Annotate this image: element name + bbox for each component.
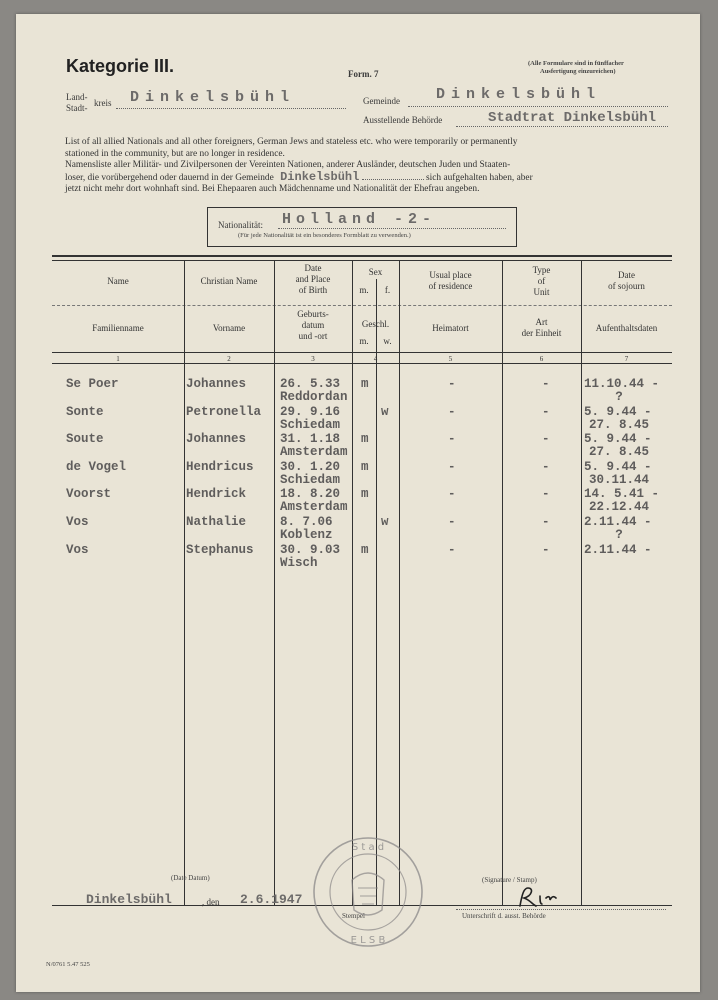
row-sex: w: [381, 515, 389, 529]
col-sojourn-de: Aufenthaltsdaten: [595, 323, 658, 333]
row-birth-place: Koblenz: [280, 528, 333, 542]
intro-de-line3: jetzt nicht mehr dort wohnhaft sind. Bei Ehepaaren auch Mädchenname und Nationalität der Ehefrau angeben.: [65, 184, 480, 194]
row-first-name: Stephanus: [186, 543, 254, 557]
row-sex: m: [361, 543, 369, 557]
col-sex-en: Sex: [368, 267, 383, 277]
intro-de-line2-community: Dinkelsbühl: [280, 169, 360, 184]
col-number-2: 2: [227, 355, 231, 363]
col-number-5: 5: [448, 355, 453, 363]
col-sex-de-m: m.: [359, 336, 369, 346]
row-sojourn-date-end: 27. 8.45: [588, 418, 649, 432]
table-top-rule-thin: [52, 260, 672, 261]
col-unit-de: [502, 317, 581, 339]
form-number: Form. 7: [348, 69, 379, 79]
nationality-box: [207, 207, 517, 247]
row-birth-place: Reddordan: [280, 390, 348, 404]
row-unit: -: [542, 377, 550, 391]
form-code: N/0761 5.47 525: [46, 961, 90, 968]
row-unit: -: [542, 515, 550, 529]
col-birth-de-2: datum: [301, 320, 325, 330]
footer-place: Dinkelsbühl: [86, 892, 172, 907]
row-first-name: Hendrick: [186, 487, 247, 501]
gemeinde-value: Dinkelsbühl: [436, 86, 602, 103]
category-title: Kategorie III.: [66, 56, 175, 76]
col-name-de: Familienname: [92, 323, 144, 333]
col-residence-en-1: Usual place: [429, 270, 472, 280]
row-sojourn-date: 5. 9.44 -: [584, 405, 652, 419]
signature-icon: [514, 882, 564, 912]
col-christian-de: Vorname: [212, 323, 246, 333]
signature-line: [456, 909, 666, 910]
col-name-en: Name: [107, 276, 129, 286]
col-sojourn-en-1: Date: [618, 270, 635, 280]
footer-date: 2.6.1947: [240, 892, 303, 907]
row-sojourn-date-end: 27. 8.45: [588, 445, 649, 459]
behoerde-underline: [456, 126, 668, 127]
row-birth-place: Amsterdam: [280, 445, 348, 459]
col-number-6: 6: [539, 355, 544, 363]
col-sex-de: Geschl.: [361, 319, 390, 329]
nationality-underline: [278, 228, 506, 229]
stamp-label: Stempel: [342, 912, 365, 920]
col-residence-en: [399, 270, 502, 292]
row-first-name: Hendricus: [186, 460, 254, 474]
col-christian-en: Christian Name: [200, 276, 258, 286]
col-birth-en-3: of Birth: [298, 285, 328, 295]
behoerde-label: Ausstellende Behörde: [363, 115, 443, 125]
land-label: Land-: [66, 92, 88, 102]
intro-text: [65, 137, 669, 196]
table-top-rule: [52, 255, 672, 257]
gemeinde-underline: [408, 106, 668, 107]
row-surname: Sonte: [66, 405, 104, 419]
header-divider: [52, 305, 672, 306]
intro-de-line2-end: sich aufgehalten haben, aber: [426, 172, 533, 183]
row-unit: -: [542, 432, 550, 446]
nationality-note: (Für jede Nationalität ist ein besonderes Formblatt zu verwenden.): [238, 232, 411, 239]
col-sex-m: m.: [359, 285, 369, 295]
col-unit-en-2: of: [537, 276, 546, 286]
col-birth-en-2: and Place: [295, 274, 331, 284]
row-first-name: Johannes: [186, 377, 247, 391]
row-unit: -: [542, 543, 550, 557]
col-unit-en-1: Type: [532, 265, 551, 275]
col-sojourn-en-2: of sojourn: [608, 281, 645, 291]
row-sojourn-date-end: 30.11.44: [588, 473, 649, 487]
row-unit: -: [542, 487, 550, 501]
col-number-1: 1: [116, 355, 120, 363]
row-birth-date: 26. 5.33: [280, 377, 341, 391]
row-sojourn-date: 5. 9.44 -: [584, 460, 652, 474]
stadt-label: Stadt-: [66, 103, 88, 113]
intro-en-line2: stationed in the community, but are no longer in residence.: [65, 148, 285, 159]
col-unit-en-3: Unit: [533, 287, 550, 297]
intro-de-line2: [65, 169, 669, 185]
svg-text:S t a d: S t a d: [351, 842, 385, 853]
row-sojourn-date: 2.11.44 -: [584, 515, 652, 529]
row-residence: -: [448, 377, 456, 391]
row-first-name: Nathalie: [186, 515, 247, 529]
row-residence: -: [448, 487, 456, 501]
gemeinde-label: Gemeinde: [363, 96, 400, 106]
footer-den: , den: [202, 897, 220, 907]
row-first-name: Johannes: [186, 432, 247, 446]
intro-de-line2-start: loser, die vorübergehend oder dauernd in der Gemeinde: [65, 172, 274, 183]
row-surname: Se Poer: [66, 377, 119, 391]
document-page: [16, 14, 700, 992]
row-sojourn-date: 5. 9.44 -: [584, 432, 652, 446]
row-surname: Voorst: [66, 487, 112, 501]
row-residence: -: [448, 543, 456, 557]
col-birth-en-1: Date: [304, 263, 322, 273]
row-birth-place: Schiedam: [280, 418, 341, 432]
col-number-7: 7: [624, 355, 629, 363]
row-unit: -: [542, 405, 550, 419]
col-birth-en: [274, 263, 352, 296]
col-sojourn-en: [581, 270, 672, 292]
col-sex-de-w: w.: [383, 336, 392, 346]
row-sojourn-date-end: ?: [615, 528, 623, 542]
col-residence-de: Heimatort: [432, 323, 469, 333]
row-sex: m: [361, 432, 369, 446]
row-surname: Soute: [66, 432, 104, 446]
row-unit: -: [542, 460, 550, 474]
col-sex-f: f.: [384, 285, 391, 295]
row-sojourn-date: 14. 5.41 -: [584, 487, 660, 501]
col-unit-de-2: der Einheit: [521, 328, 562, 338]
row-surname: Vos: [66, 543, 89, 557]
row-birth-date: 30. 1.20: [280, 460, 341, 474]
nationality-label: Nationalität:: [218, 220, 263, 230]
signature-label-de: Unterschrift d. ausst. Behörde: [462, 912, 546, 920]
row-first-name: Petronella: [186, 405, 262, 419]
col-number-3: 3: [311, 355, 315, 363]
row-residence: -: [448, 515, 456, 529]
row-birth-place: Schiedam: [280, 473, 341, 487]
col-unit-en: [502, 265, 581, 298]
row-sojourn-date: 11.10.44 -: [584, 377, 660, 391]
col-birth-de-1: Geburts-: [297, 309, 329, 319]
copies-note-line1: (Alle Formulare sind in fünffacher: [528, 60, 624, 67]
col-number-4: 4: [373, 355, 378, 363]
row-sojourn-date-end: ?: [615, 390, 623, 404]
col-residence-en-2: of residence: [428, 281, 473, 291]
header-bottom-rule: [52, 352, 672, 353]
date-label: (Date Datum): [171, 874, 210, 882]
nationality-value: Holland -2-: [282, 211, 437, 228]
kreis-label: kreis: [94, 98, 112, 108]
row-sex: w: [381, 405, 389, 419]
behoerde-value: Stadtrat Dinkelsbühl: [488, 110, 657, 126]
row-surname: de Vogel: [66, 460, 127, 474]
row-sex: m: [361, 377, 369, 391]
row-birth-date: 31. 1.18: [280, 432, 341, 446]
row-residence: -: [448, 432, 456, 446]
row-birth-date: 18. 8.20: [280, 487, 341, 501]
row-surname: Vos: [66, 515, 89, 529]
copies-note-line2: Ausfertigung einzureichen): [540, 68, 616, 75]
col-unit-de-1: Art: [535, 317, 548, 327]
row-birth-date: 8. 7.06: [280, 515, 333, 529]
col-birth-de-3: und -ort: [298, 331, 328, 341]
row-residence: -: [448, 405, 456, 419]
row-sex: m: [361, 487, 369, 501]
row-birth-date: 29. 9.16: [280, 405, 341, 419]
kreis-value: Dinkelsbühl: [130, 89, 296, 106]
row-sojourn-date-end: 22.12.44: [588, 500, 649, 514]
row-sojourn-date: 2.11.44 -: [584, 543, 652, 557]
signature-label: (Signature / Stamp): [482, 876, 537, 884]
col-divider-sex: [376, 279, 377, 905]
svg-text:E L S B: E L S B: [350, 935, 386, 946]
intro-en-line1: List of all allied Nationals and all other foreigners, German Jews and stateless etc. who were temporarily or permanently: [65, 137, 518, 147]
row-birth-date: 30. 9.03: [280, 543, 341, 557]
col-birth-de: [274, 309, 352, 342]
kreis-underline: [116, 108, 346, 109]
official-stamp-icon: [308, 832, 428, 952]
row-residence: -: [448, 460, 456, 474]
intro-de-line1: Namensliste aller Militär- und Zivilpersonen der Vereinten Nationen, anderer Ausländer, deutschen Juden und Staaten-: [65, 160, 511, 170]
row-birth-place: Wisch: [280, 556, 318, 570]
row-birth-place: Amsterdam: [280, 500, 348, 514]
row-sex: m: [361, 460, 369, 474]
